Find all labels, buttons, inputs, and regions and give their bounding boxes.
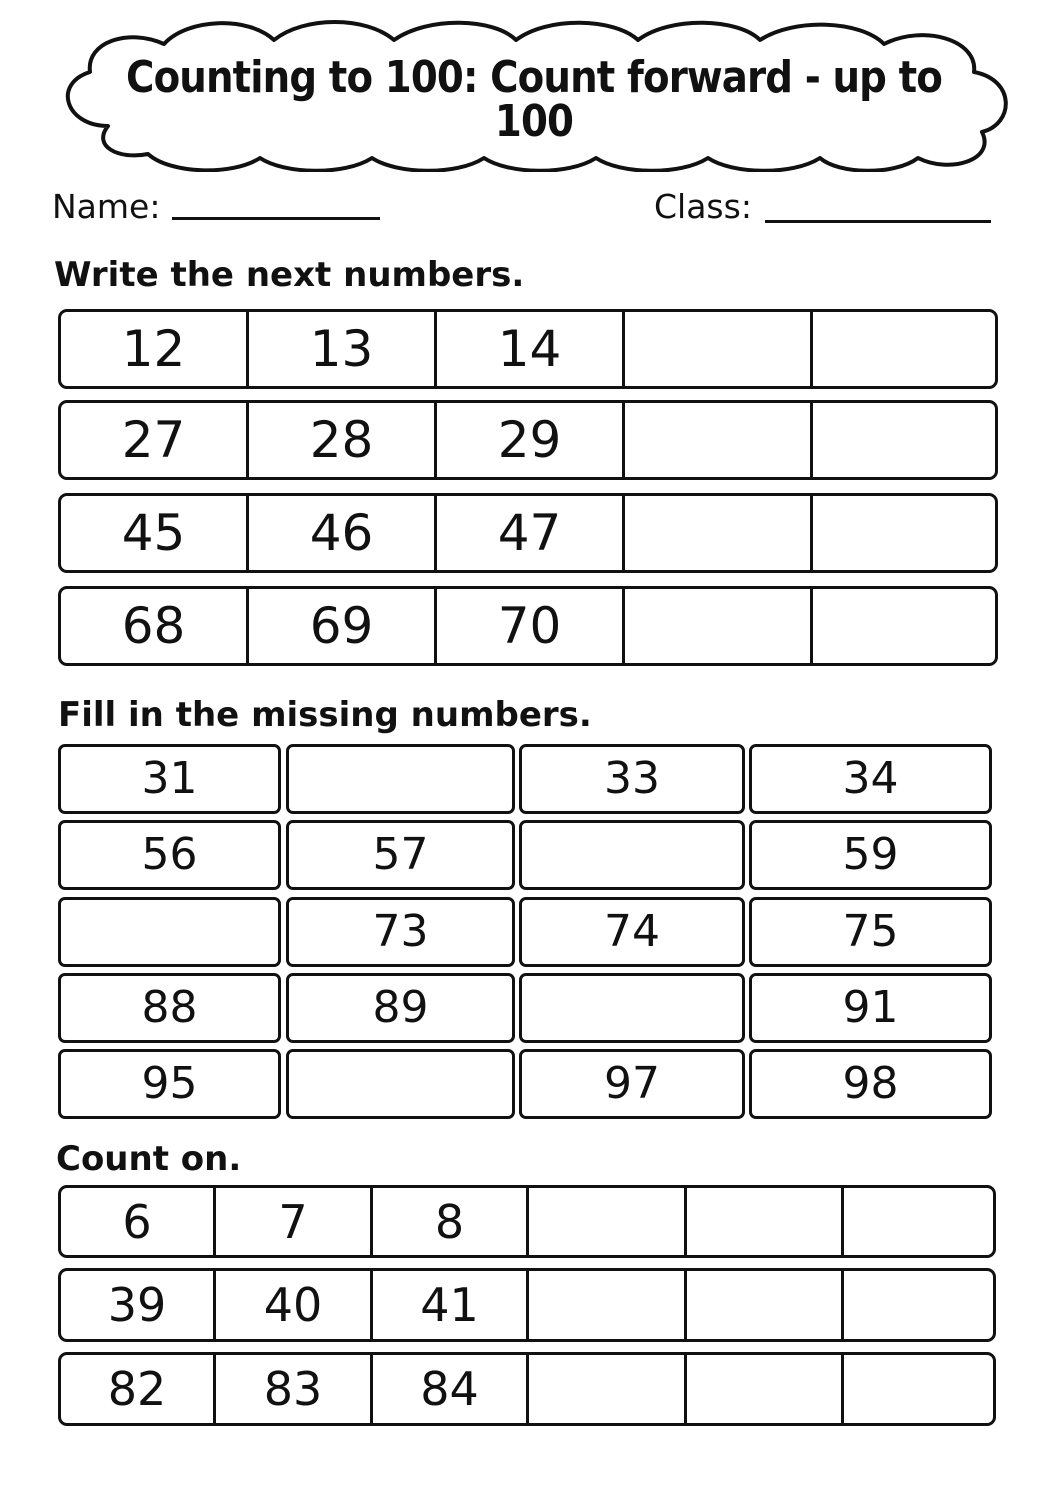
answer-cell[interactable] (844, 1355, 993, 1423)
number-box: 56 (58, 820, 281, 890)
answer-cell[interactable] (844, 1271, 993, 1339)
answer-cell[interactable] (813, 589, 995, 663)
number-box: 73 (286, 897, 515, 967)
number-box: 97 (519, 1049, 745, 1119)
number-box: 31 (58, 744, 281, 814)
answer-box[interactable] (286, 1049, 515, 1119)
answer-cell[interactable] (844, 1188, 993, 1255)
answer-cell[interactable] (529, 1188, 687, 1255)
section-next-numbers-heading: Write the next numbers. (54, 255, 525, 295)
number-cell: 39 (61, 1271, 216, 1339)
count-on-row (58, 1185, 996, 1258)
answer-box[interactable] (286, 744, 515, 814)
answer-cell[interactable] (813, 312, 995, 386)
number-box: 74 (519, 897, 745, 967)
number-cell: 12 (61, 312, 249, 386)
number-box: 88 (58, 973, 281, 1043)
number-cell: 83 (216, 1355, 373, 1423)
answer-box[interactable] (519, 820, 745, 890)
number-cell: 41 (373, 1271, 529, 1339)
section-count-on-heading: Count on. (56, 1139, 242, 1179)
number-cell: 14 (437, 312, 625, 386)
number-box: 33 (519, 744, 745, 814)
number-cell: 68 (61, 589, 249, 663)
answer-cell[interactable] (813, 496, 995, 570)
number-cell: 46 (249, 496, 437, 570)
name-input-line[interactable] (172, 217, 380, 220)
number-cell: 29 (437, 403, 625, 477)
answer-cell[interactable] (687, 1188, 844, 1255)
next-numbers-row (58, 400, 998, 480)
answer-cell[interactable] (625, 403, 813, 477)
number-cell: 45 (61, 496, 249, 570)
number-cell: 82 (61, 1355, 216, 1423)
section-missing-numbers-heading: Fill in the missing numbers. (58, 695, 592, 735)
next-numbers-row (58, 586, 998, 666)
number-box: 91 (749, 973, 992, 1043)
number-box: 75 (749, 897, 992, 967)
answer-cell[interactable] (529, 1271, 687, 1339)
count-on-row (58, 1268, 996, 1342)
answer-cell[interactable] (529, 1355, 687, 1423)
answer-cell[interactable] (687, 1271, 844, 1339)
answer-cell[interactable] (625, 589, 813, 663)
answer-box[interactable] (519, 973, 745, 1043)
worksheet-title: Counting to 100: Count forward - up to 100 (126, 52, 942, 147)
answer-cell[interactable] (687, 1355, 844, 1423)
name-label: Name: (52, 187, 161, 226)
number-cell: 7 (216, 1188, 373, 1255)
number-box: 98 (749, 1049, 992, 1119)
number-cell: 70 (437, 589, 625, 663)
next-numbers-row (58, 493, 998, 573)
answer-box[interactable] (58, 897, 281, 967)
answer-cell[interactable] (625, 496, 813, 570)
number-box: 95 (58, 1049, 281, 1119)
class-input-line[interactable] (765, 220, 991, 223)
number-cell: 27 (61, 403, 249, 477)
number-cell: 13 (249, 312, 437, 386)
number-cell: 8 (373, 1188, 529, 1255)
next-numbers-row (58, 309, 998, 389)
number-cell: 28 (249, 403, 437, 477)
answer-cell[interactable] (625, 312, 813, 386)
number-cell: 40 (216, 1271, 373, 1339)
number-box: 59 (749, 820, 992, 890)
number-box: 34 (749, 744, 992, 814)
number-box: 57 (286, 820, 515, 890)
answer-cell[interactable] (813, 403, 995, 477)
class-label: Class: (654, 187, 752, 226)
number-box: 89 (286, 973, 515, 1043)
number-cell: 84 (373, 1355, 529, 1423)
number-cell: 6 (61, 1188, 216, 1255)
number-cell: 69 (249, 589, 437, 663)
count-on-row (58, 1352, 996, 1426)
number-cell: 47 (437, 496, 625, 570)
